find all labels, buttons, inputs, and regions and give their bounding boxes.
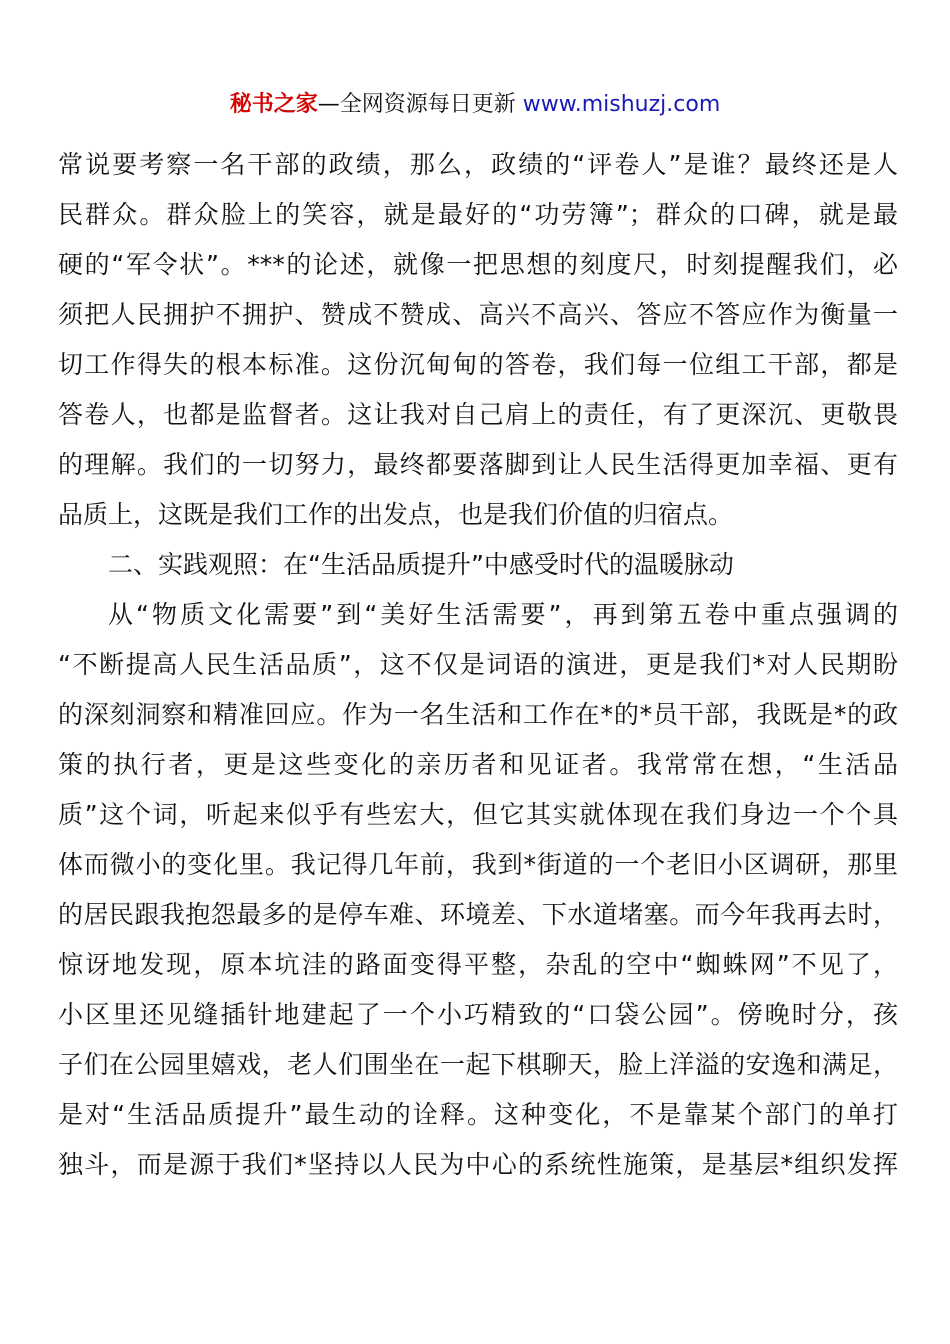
body-line: 是对“生活品质提升”最生动的诠释。这种变化，不是靠某个部门的单打 (58, 1100, 898, 1129)
body-line: 硬的“军令状”。***的论述，就像一把思想的刻度尺，时刻提醒我们，必 (58, 250, 898, 279)
body-line: 的居民跟我抱怨最多的是停车难、环境差、下水道堵塞。而今年我再去时， (58, 900, 898, 929)
body-line: 体而微小的变化里。我记得几年前，我到*街道的一个老旧小区调研，那里 (58, 850, 898, 879)
body-line: 须把人民拥护不拥护、赞成不赞成、高兴不高兴、答应不答应作为衡量一 (58, 300, 898, 329)
body-line: 惊讶地发现，原本坑洼的路面变得平整，杂乱的空中“蜘蛛网”不见了， (58, 950, 898, 979)
body-line: 品质上，这既是我们工作的出发点，也是我们价值的归宿点。 (58, 500, 734, 529)
section-heading: 二、实践观照：在“生活品质提升”中感受时代的温暖脉动 (108, 550, 734, 579)
header-brand: 秘书之家 (229, 92, 318, 117)
body-line: 独斗，而是源于我们*坚持以人民为中心的系统性施策，是基层*组织发挥 (58, 1150, 898, 1179)
body-line: 的理解。我们的一切努力，最终都要落脚到让人民生活得更加幸福、更有 (58, 450, 898, 479)
body-line: 切工作得失的根本标准。这份沉甸甸的答卷，我们每一位组工干部，都是 (58, 350, 898, 379)
body-line: 质”这个词，听起来似乎有些宏大，但它其实就体现在我们身边一个个具 (58, 800, 898, 829)
body-line: 策的执行者，更是这些变化的亲历者和见证者。我常常在想，“生活品 (58, 750, 898, 779)
body-line: 答卷人，也都是监督者。这让我对自己肩上的责任，有了更深沉、更敬畏 (58, 400, 898, 429)
body-line: 子们在公园里嬉戏，老人们围坐在一起下棋聊天，脸上洋溢的安逸和满足， (58, 1050, 898, 1079)
body-line: 民群众。群众脸上的笑容，就是最好的“功劳簿”；群众的口碑，就是最 (58, 200, 898, 229)
body-line: “不断提高人民生活品质”，这不仅是词语的演进，更是我们*对人民期盼 (58, 650, 898, 679)
document-header (0, 88, 950, 122)
header-tagline: —全网资源每日更新 (317, 92, 523, 117)
body-line: 小区里还见缝插针地建起了一个小巧精致的“口袋公园”。傍晚时分，孩 (58, 1000, 898, 1029)
header-site-link[interactable]: www.mishuzj.com (522, 92, 721, 117)
body-line: 常说要考察一名干部的政绩，那么，政绩的“评卷人”是谁？最终还是人 (58, 150, 898, 179)
body-line: 从“物质文化需要”到“美好生活需要”，再到第五卷中重点强调的 (108, 600, 898, 629)
body-line: 的深刻洞察和精准回应。作为一名生活和工作在*的*员干部，我既是*的政 (58, 700, 898, 729)
document-body (58, 140, 898, 1190)
